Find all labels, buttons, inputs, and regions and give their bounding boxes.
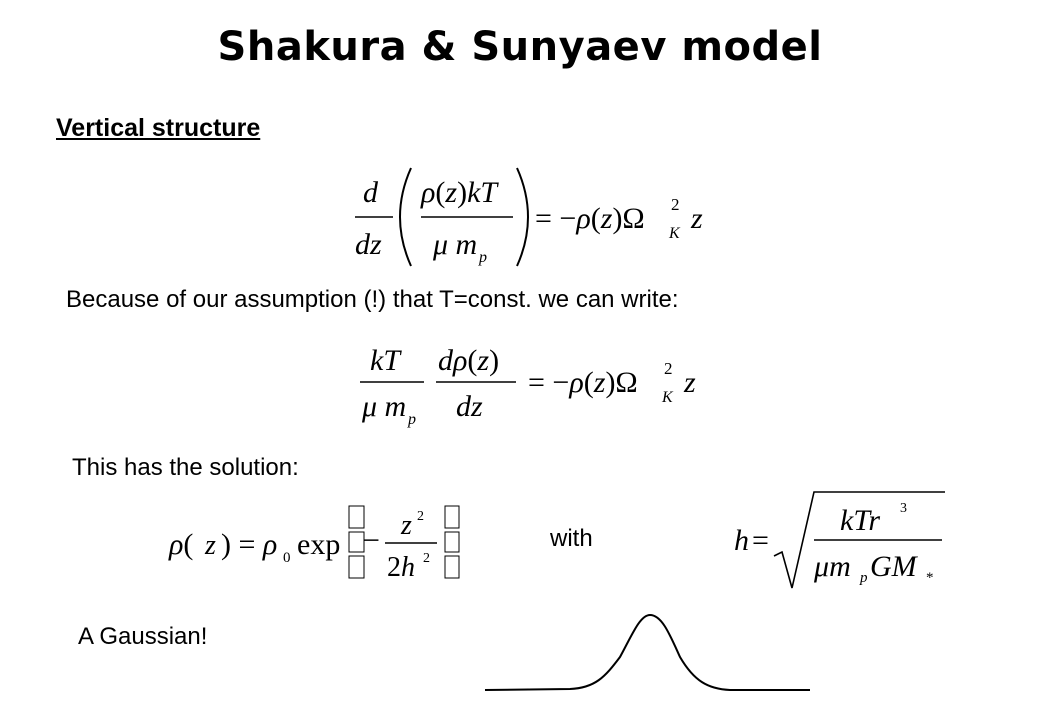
slide-title: Shakura & Sunyaev model <box>217 24 823 70</box>
gaussian-curve <box>480 605 820 700</box>
equation-solution <box>165 496 465 586</box>
svg-text:p: p <box>860 570 868 586</box>
svg-text:2h: 2h <box>387 552 415 583</box>
svg-text:exp: exp <box>297 528 341 561</box>
svg-text:dz: dz <box>355 228 382 261</box>
svg-text:=: = <box>752 524 769 557</box>
svg-text:kT: kT <box>370 344 400 377</box>
svg-text:z: z <box>205 530 216 561</box>
equation-isothermal <box>352 340 722 430</box>
svg-text:= −ρ(z)Ω: = −ρ(z)Ω <box>528 366 638 399</box>
svg-text:2: 2 <box>671 195 680 214</box>
svg-text:h: h <box>734 524 749 557</box>
equation-hydrostatic <box>345 162 725 272</box>
svg-text:kTr: kTr <box>840 504 881 537</box>
svg-text:p: p <box>479 249 487 266</box>
svg-text:z: z <box>684 366 696 399</box>
svg-text:GM: GM <box>870 550 917 583</box>
svg-text:dz: dz <box>456 390 483 423</box>
svg-text:2: 2 <box>423 551 430 566</box>
svg-text:K: K <box>662 389 673 406</box>
section-heading: Vertical structure <box>56 114 261 142</box>
svg-text:dρ(z): dρ(z) <box>438 344 500 377</box>
svg-text:K: K <box>669 225 680 242</box>
svg-text:−: − <box>363 524 380 557</box>
solution-text: This has the solution: <box>72 454 299 481</box>
svg-text:μ m: μ m <box>433 228 478 261</box>
svg-text:= −ρ(z)Ω: = −ρ(z)Ω <box>535 202 645 235</box>
with-label: with <box>550 525 593 552</box>
svg-text:0: 0 <box>283 550 291 566</box>
svg-text:μm: μm <box>814 550 851 583</box>
svg-text:μ m: μ m <box>362 390 407 423</box>
svg-text:2: 2 <box>664 359 673 378</box>
svg-text:z: z <box>691 202 703 235</box>
svg-text:ρ(z)kT: ρ(z)kT <box>421 176 498 209</box>
svg-text:3: 3 <box>900 501 907 516</box>
equation-scale-height <box>730 488 960 592</box>
gaussian-text: A Gaussian! <box>78 623 208 650</box>
svg-text:ρ(: ρ( <box>169 528 194 561</box>
assumption-text: Because of our assumption (!) that T=const. we can write: <box>66 286 679 313</box>
svg-text:p: p <box>408 411 416 428</box>
svg-text:z: z <box>401 510 412 541</box>
svg-text:*: * <box>926 570 934 586</box>
svg-text:) = ρ: ) = ρ <box>221 528 278 561</box>
svg-text:2: 2 <box>417 509 424 524</box>
svg-text:d: d <box>363 176 378 209</box>
